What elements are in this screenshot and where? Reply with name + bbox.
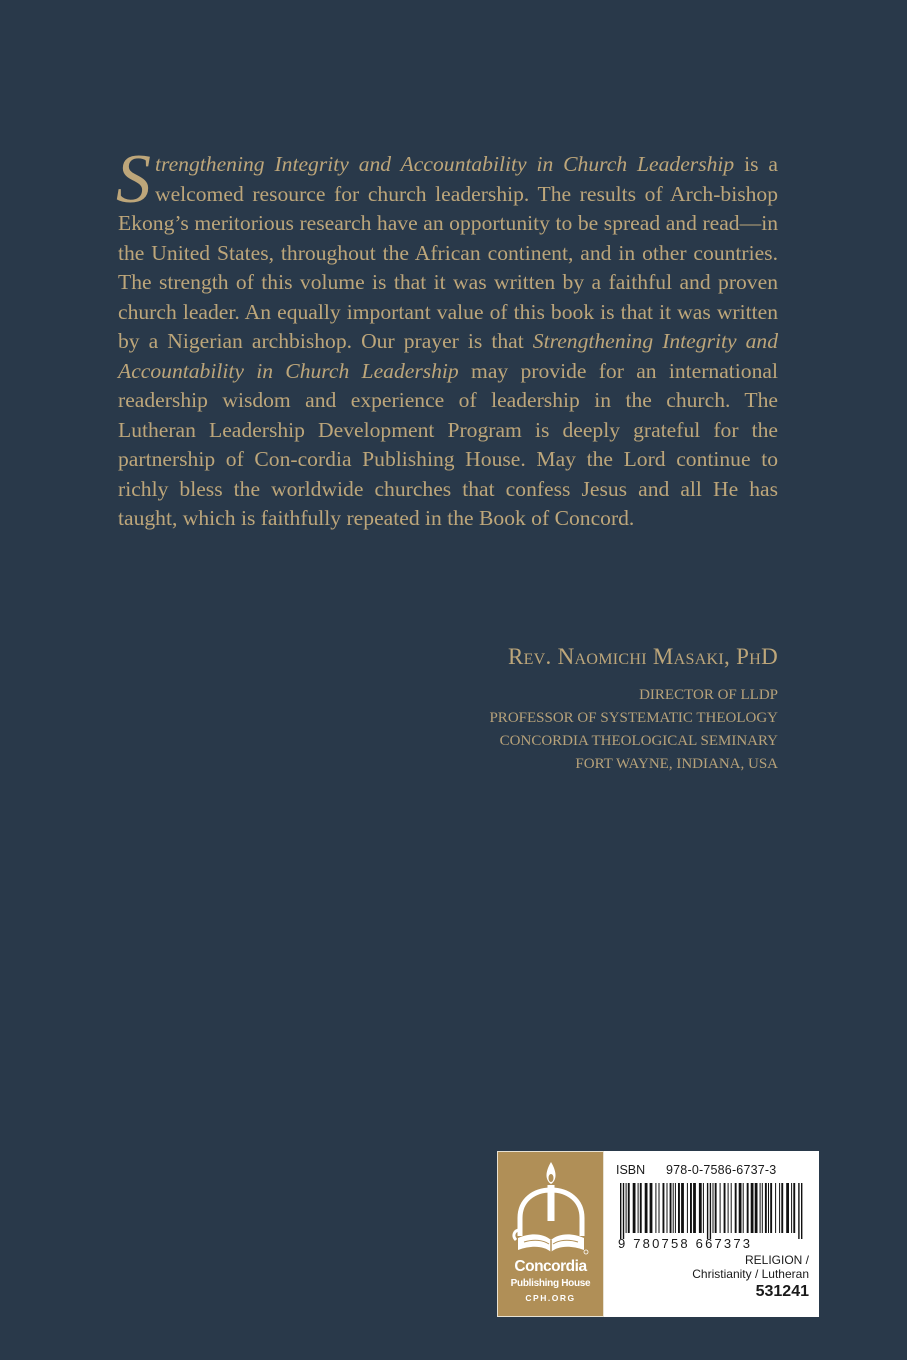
endorser-title-line: FORT WAYNE, INDIANA, USA — [575, 756, 778, 772]
barcode-bar — [755, 1183, 758, 1233]
category-line-1: RELIGION / — [744, 1253, 809, 1267]
barcode-bar — [663, 1183, 665, 1233]
barcode-bar — [713, 1183, 714, 1233]
barcode-bar — [681, 1183, 684, 1233]
barcode-bar — [678, 1183, 680, 1233]
ean-digits: 9 780758 667373 — [618, 1236, 753, 1251]
barcode-bar — [768, 1183, 769, 1233]
endorser-title-line: PROFESSOR OF SYSTEMATIC THEOLOGY — [489, 710, 778, 726]
barcode-bar — [645, 1183, 648, 1233]
barcode-bar — [793, 1183, 795, 1233]
barcode-bar — [760, 1183, 761, 1233]
product-code: 531241 — [755, 1283, 809, 1300]
barcode-bar — [707, 1183, 708, 1239]
barcode-bar — [739, 1183, 742, 1233]
candle-book-dome-icon — [506, 1160, 596, 1258]
publisher-logo-box — [497, 1151, 604, 1317]
barcode-bar — [720, 1183, 721, 1233]
barcode-bar — [690, 1183, 692, 1233]
endorser-title-line: CONCORDIA THEOLOGICAL SEMINARY — [499, 733, 778, 749]
barcode-bar — [731, 1183, 732, 1233]
endorser-name: Rev. Naomichi Masaki, PhD — [507, 644, 778, 669]
book-title-italic: trengthening Integrity and Accountability in Church Leadership — [155, 152, 735, 176]
barcode-bar — [640, 1183, 642, 1233]
barcode-bar — [801, 1183, 802, 1239]
endorser-titles — [489, 684, 778, 776]
barcode-bar — [762, 1183, 763, 1233]
barcode-bar — [626, 1183, 627, 1233]
barcode-bar — [735, 1183, 737, 1233]
isbn-barcode-box — [604, 1151, 819, 1317]
barcode-bar — [770, 1183, 772, 1233]
book-title-italic-2: Strengthening Integrity and Accountability in Church Leadership — [118, 329, 778, 383]
barcode-bar — [798, 1183, 799, 1239]
barcode-bar — [670, 1183, 672, 1233]
endorser-title-line: DIRECTOR OF LLDP — [639, 687, 778, 703]
barcode-bar — [623, 1183, 624, 1239]
isbn-number: 978-0-7586-6737-3 — [666, 1163, 777, 1177]
barcode-bar — [673, 1183, 674, 1233]
endorsement-text — [116, 141, 778, 534]
publisher-url: CPH.ORG — [525, 1293, 576, 1303]
barcode-bar — [703, 1183, 704, 1233]
barcode-bar — [638, 1183, 639, 1233]
barcode-bar — [765, 1183, 767, 1233]
barcode-bar — [781, 1183, 783, 1233]
barcode-bar — [699, 1183, 702, 1233]
endorsement-body-2: may provide for an international readership wisdom and experience of leadership in the church. The Lutheran Leadership Development Program is deeply grateful for the partnership of Con-cordia Publishing House. May the Lord continue to richly bless the worldwide churches that confess Jesus and all He has taught, which is faithfully repeated in the Book of Concord. — [118, 358, 778, 530]
publisher-subname: Publishing House — [510, 1278, 591, 1289]
barcode-bar — [650, 1183, 653, 1233]
barcode-bar — [751, 1183, 754, 1233]
barcode-bar — [747, 1183, 749, 1233]
barcode-bar — [786, 1183, 789, 1233]
barcode-bar — [743, 1183, 744, 1233]
barcode-bar — [693, 1183, 696, 1233]
drop-cap: S — [116, 141, 151, 218]
barcode-bar — [628, 1183, 630, 1233]
barcode-bar — [775, 1183, 776, 1233]
barcode-bar — [655, 1183, 656, 1233]
barcode-bar — [779, 1183, 780, 1233]
isbn-label: ISBN — [616, 1163, 646, 1177]
endorsement-body-1: is a welcomed resource for church leadership. The results of Arch-bishop Ekong’s meritorious research have an opportunity to be spread and read—in the United States, throughout the African continent, and in other countries. The strength of this volume is that it was written by a faithful and proven church leader. An equally important value of this book is that it was written by a Nigerian archbishop. Our prayer is that — [118, 152, 778, 353]
barcode-bar — [659, 1183, 660, 1233]
publisher-name: Concordia — [514, 1258, 587, 1275]
barcode-bar — [724, 1183, 726, 1233]
barcode-bar — [791, 1183, 792, 1233]
barcode-bar — [728, 1183, 729, 1233]
barcode-bar — [675, 1183, 676, 1233]
barcode-bar — [715, 1183, 717, 1233]
barcode-bar — [710, 1183, 711, 1239]
category-line-2: Christianity / Lutheran — [692, 1267, 809, 1281]
barcode-bar — [633, 1183, 636, 1233]
barcode-icon — [616, 1183, 806, 1239]
barcode-bar — [687, 1183, 688, 1233]
barcode-bar — [620, 1183, 621, 1239]
barcode-bar — [667, 1183, 668, 1233]
